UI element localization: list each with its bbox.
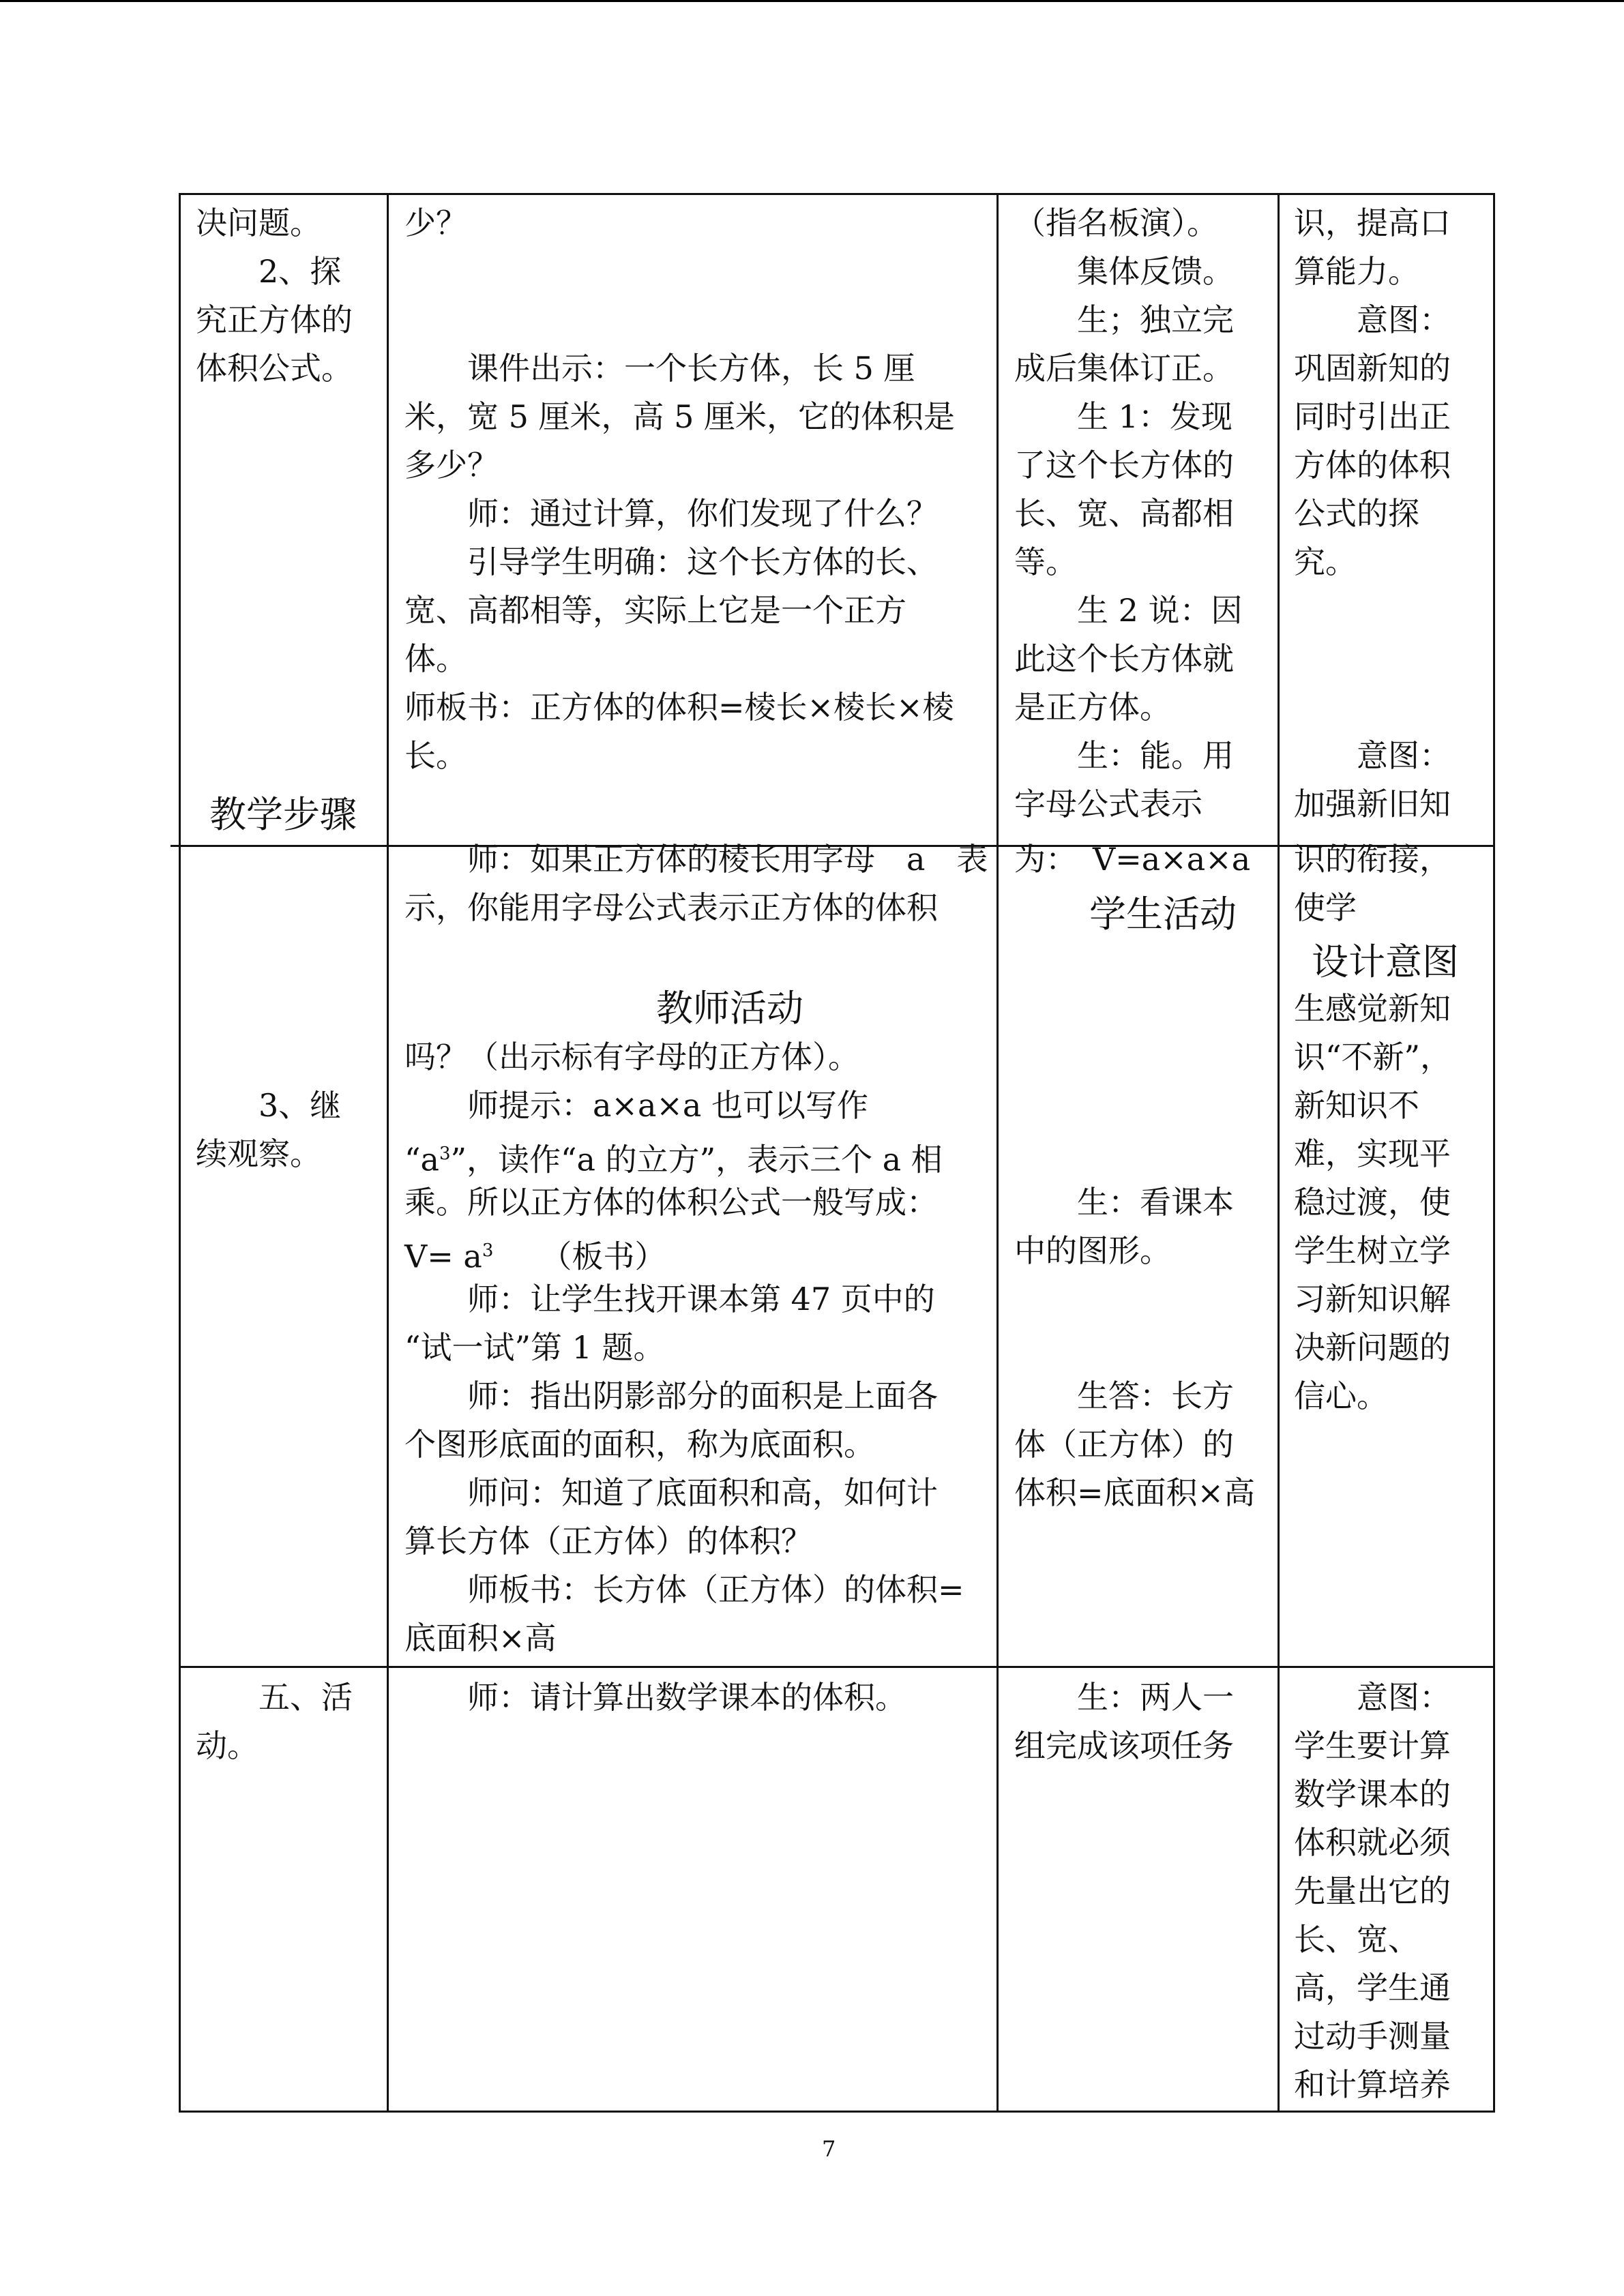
text-line: 难，实现平 <box>1294 1135 1451 1172</box>
text-line: 了这个长方体的 <box>1014 447 1234 483</box>
text-line: 生答：长方 <box>1014 1377 1234 1414</box>
text-fragment: （板书） <box>493 1238 666 1275</box>
text-line: 字母公式表示 <box>1014 786 1202 822</box>
text-line: 过动手测量 <box>1294 2018 1451 2055</box>
text-line: 此这个长方体就 <box>1014 640 1234 677</box>
table-row-divider-2 <box>179 1666 1495 1668</box>
text-line: 生 2 说：因 <box>1014 592 1243 629</box>
text-line: 师：指出阴影部分的面积是上面各 <box>404 1377 938 1414</box>
text-line: 吗？（出示标有字母的正方体）。 <box>404 1039 859 1075</box>
page-number: 7 <box>822 2136 836 2162</box>
text-line: 师提示：a×a×a 也可以写作 <box>404 1087 868 1124</box>
text-line: 动。 <box>196 1727 259 1764</box>
text-fragment: ”，读作“a 的立方”，表示三个 a 相 <box>450 1141 943 1178</box>
text-line: 组完成该项任务 <box>1014 1727 1234 1764</box>
text-line: 生：能。用 <box>1014 737 1234 774</box>
text-fragment: V= a <box>404 1238 482 1275</box>
text-line: 体积就必须 <box>1294 1824 1451 1861</box>
text-line: 信心。 <box>1294 1377 1388 1414</box>
text-line: 课件出示：一个长方体，长 5 厘 <box>404 350 915 387</box>
text-line: 长、宽、高都相 <box>1014 495 1234 532</box>
text-line: 长、宽、 <box>1294 1921 1419 1958</box>
text-line: 中的图形。 <box>1014 1232 1171 1269</box>
text-fragment: “a <box>404 1141 439 1178</box>
text-line: 学生要计算 <box>1294 1727 1451 1764</box>
text-line: 意图： <box>1294 301 1451 338</box>
table-divider-2 <box>996 193 999 2113</box>
table-border-right <box>1493 193 1495 2113</box>
text-line: 师：如果正方体的棱长用字母 a 表 <box>404 841 988 878</box>
text-line: 使学 <box>1294 889 1357 926</box>
text-line: 识“不新”， <box>1294 1039 1452 1075</box>
text-line: 生；独立完 <box>1014 301 1234 338</box>
text-line: 等。 <box>1014 543 1077 580</box>
top-border <box>0 0 1624 2</box>
text-line: 方体的体积 <box>1294 447 1451 483</box>
header-student: 学生活动 <box>1089 893 1237 936</box>
table-border-left <box>179 193 181 2113</box>
text-line: 师：请计算出数学课本的体积。 <box>404 1679 906 1716</box>
header-steps: 教学步骤 <box>209 793 357 836</box>
text-line: 引导学生明确：这个长方体的长、 <box>404 543 938 580</box>
text-line: 体。 <box>404 640 467 677</box>
text-line: 师：让学生找开课本第 47 页中的 <box>404 1281 935 1317</box>
text-line: 成后集体订正。 <box>1014 350 1234 387</box>
text-line: 识，提高口 <box>1294 205 1451 241</box>
text-line: 体积=底面积×高 <box>1014 1474 1256 1511</box>
text-line: 体（正方体）的 <box>1014 1426 1234 1463</box>
text-line <box>404 1130 943 1184</box>
text-line: 师问：知道了底面积和高，如何计 <box>404 1474 938 1511</box>
header-design: 设计意图 <box>1312 940 1459 983</box>
text-line: 生感觉新知 <box>1294 990 1451 1027</box>
text-line: 是正方体。 <box>1014 689 1171 726</box>
table-border-bottom <box>179 2111 1495 2113</box>
text-line: 多少？ <box>404 447 499 483</box>
text-line: 2、探 <box>196 253 342 290</box>
header-teacher: 教师活动 <box>656 987 803 1030</box>
text-line: 师板书：长方体（正方体）的体积= <box>404 1571 964 1608</box>
text-line: 学生树立学 <box>1294 1232 1451 1269</box>
text-line: “试一试”第 1 题。 <box>404 1329 665 1366</box>
text-line: 示，你能用字母公式表示正方体的体积 <box>404 889 938 926</box>
text-line: 算长方体（正方体）的体积？ <box>404 1523 812 1560</box>
text-line: 习新知识解 <box>1294 1281 1451 1317</box>
text-line: 识的衔接， <box>1294 841 1451 878</box>
text-line: 先量出它的 <box>1294 1873 1451 1909</box>
text-line: 师板书：正方体的体积=棱长×棱长×棱 <box>404 689 954 726</box>
text-line: 稳过渡，使 <box>1294 1184 1451 1221</box>
text-line: 五、活 <box>196 1679 353 1716</box>
text-line: 集体反馈。 <box>1014 253 1234 290</box>
text-line: 为： V=a×a×a <box>1014 841 1251 878</box>
text-line: 公式的探 <box>1294 495 1419 532</box>
text-line: 底面积×高 <box>404 1620 557 1656</box>
text-line: （指名板演）。 <box>1014 205 1218 241</box>
text-line: 意图： <box>1294 1679 1451 1716</box>
text-line: 宽、高都相等，实际上它是一个正方 <box>404 592 906 629</box>
text-line: 算能力。 <box>1294 253 1419 290</box>
text-line: 决新问题的 <box>1294 1329 1451 1366</box>
text-line: 巩固新知的 <box>1294 350 1451 387</box>
text-line: 决问题。 <box>196 205 321 241</box>
text-line: 生：两人一 <box>1014 1679 1234 1716</box>
text-line <box>404 1227 666 1281</box>
text-line: 加强新旧知 <box>1294 786 1451 822</box>
text-line: 和计算培养 <box>1294 2066 1451 2103</box>
text-line: 少？ <box>404 205 467 241</box>
text-line: 个图形底面的面积，称为底面积。 <box>404 1426 875 1463</box>
superscript: 3 <box>439 1144 451 1164</box>
text-line: 乘。所以正方体的体积公式一般写成： <box>404 1184 938 1221</box>
superscript: 3 <box>482 1240 494 1261</box>
text-line: 长。 <box>404 737 467 774</box>
text-line: 意图： <box>1294 737 1451 774</box>
text-line: 究正方体的 <box>196 301 353 338</box>
text-line: 生：看课本 <box>1014 1184 1234 1221</box>
table-border-top <box>179 193 1495 195</box>
text-line: 师：通过计算，你们发现了什么？ <box>404 495 938 532</box>
text-line: 同时引出正 <box>1294 398 1451 435</box>
table-divider-1 <box>387 193 389 2113</box>
text-line: 续观察。 <box>196 1135 321 1172</box>
text-line: 米，宽 5 厘米，高 5 厘米，它的体积是 <box>404 398 956 435</box>
table-divider-3 <box>1278 193 1280 2113</box>
text-line: 高，学生通 <box>1294 1969 1451 2006</box>
text-line: 究。 <box>1294 543 1357 580</box>
text-line: 3、继 <box>196 1087 342 1124</box>
text-line: 体积公式。 <box>196 350 353 387</box>
text-line: 生 1：发现 <box>1014 398 1232 435</box>
text-line: 新知识不 <box>1294 1087 1419 1124</box>
text-line: 数学课本的 <box>1294 1776 1451 1813</box>
